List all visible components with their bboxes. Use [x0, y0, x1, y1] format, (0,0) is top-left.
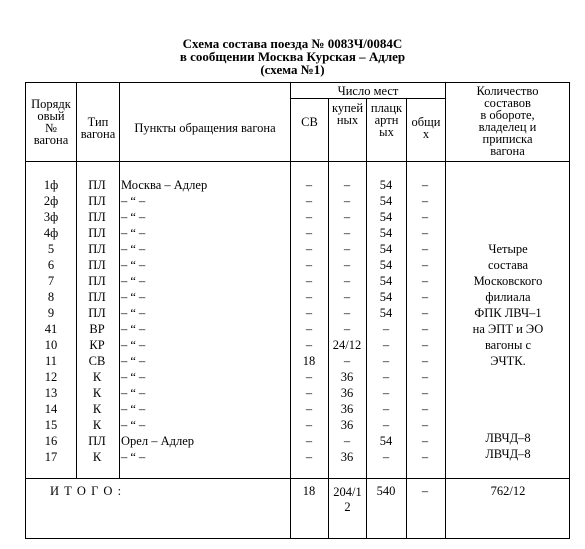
row-number: 6: [47, 258, 55, 272]
row-number: 11: [44, 354, 58, 368]
row-sv: –: [305, 386, 313, 400]
row-points: – “ –: [121, 322, 146, 336]
row-common: –: [421, 290, 429, 304]
row-number: 7: [47, 274, 55, 288]
total-common: –: [421, 484, 429, 498]
row-platskart: 54: [379, 178, 393, 192]
row-kupe: –: [343, 226, 351, 240]
row-platskart: –: [382, 386, 390, 400]
row-points: Москва – Адлер: [121, 178, 208, 192]
document-title-line2: в сообщении Москва Курская – Адлер: [179, 49, 406, 64]
row-kupe: –: [343, 322, 351, 336]
row-kupe: 24/12: [332, 338, 362, 352]
row-wagon-type: ПЛ: [88, 306, 106, 320]
header-seats-group: Число мест: [337, 84, 399, 98]
row-kupe: –: [343, 354, 351, 368]
row-points: – “ –: [121, 290, 146, 304]
row-number: 3ф: [43, 210, 59, 224]
row-number: 12: [44, 370, 58, 384]
row-platskart: –: [382, 402, 390, 416]
row-sv: –: [305, 370, 313, 384]
row-wagon-type: СВ: [88, 354, 106, 368]
row-wagon-type: КР: [89, 338, 105, 352]
row-points: – “ –: [121, 386, 146, 400]
row-common: –: [421, 338, 429, 352]
row-common: –: [421, 402, 429, 416]
row-platskart: 54: [379, 290, 393, 304]
row-number: 14: [44, 402, 58, 416]
row-kupe: –: [343, 242, 351, 256]
row-sv: –: [305, 226, 313, 240]
row-kupe: –: [343, 434, 351, 448]
row-points: – “ –: [121, 306, 146, 320]
row-wagon-type: К: [92, 450, 102, 464]
row-number: 4ф: [43, 226, 59, 240]
row-common: –: [421, 258, 429, 272]
row-kupe: –: [343, 258, 351, 272]
row-sv: –: [305, 418, 313, 432]
row-kupe: 36: [340, 402, 354, 416]
row-points: – “ –: [121, 418, 146, 432]
row-platskart: –: [382, 450, 390, 464]
row-wagon-type: К: [92, 402, 102, 416]
row-sv: –: [305, 338, 313, 352]
header-wagon-type: Тип вагона: [80, 115, 116, 141]
row-points: – “ –: [121, 274, 146, 288]
header-points: Пункты обращения вагона: [134, 121, 276, 135]
row-number: 1ф: [43, 178, 59, 192]
row-kupe: 36: [340, 386, 354, 400]
row-wagon-type: ПЛ: [88, 290, 106, 304]
row-sv: –: [305, 242, 313, 256]
header-kupe: купей ных: [331, 101, 364, 127]
row-common: –: [421, 354, 429, 368]
row-sv: –: [305, 290, 313, 304]
row-wagon-type: ПЛ: [88, 226, 106, 240]
total-platskart: 540: [376, 484, 396, 498]
row-wagon-type: ПЛ: [88, 210, 106, 224]
row-common: –: [421, 434, 429, 448]
row-points: Орел – Адлер: [121, 434, 194, 448]
row-sv: –: [305, 450, 313, 464]
row-platskart: 54: [379, 306, 393, 320]
row-wagon-type: ПЛ: [88, 434, 106, 448]
row-common: –: [421, 450, 429, 464]
row-points: – “ –: [121, 370, 146, 384]
row-kupe: –: [343, 290, 351, 304]
row-platskart: –: [382, 354, 390, 368]
row-sv: –: [305, 434, 313, 448]
row-platskart: 54: [379, 242, 393, 256]
row-kupe: 36: [340, 450, 354, 464]
row-points: – “ –: [121, 194, 146, 208]
row-number: 5: [47, 242, 55, 256]
row-platskart: –: [382, 370, 390, 384]
row-wagon-type: К: [92, 370, 102, 384]
owner-row-17: ЛВЧД–8: [485, 447, 531, 461]
row-points: – “ –: [121, 242, 146, 256]
row-platskart: 54: [379, 210, 393, 224]
row-sv: –: [305, 258, 313, 272]
row-common: –: [421, 418, 429, 432]
header-common: общи х: [411, 115, 441, 141]
header-order-number: Порядк овый № вагона: [31, 97, 71, 147]
header-platskart: плацк артн ых: [370, 101, 403, 139]
row-wagon-type: К: [92, 386, 102, 400]
row-sv: –: [305, 178, 313, 192]
row-number: 13: [44, 386, 58, 400]
row-common: –: [421, 322, 429, 336]
row-kupe: –: [343, 274, 351, 288]
row-kupe: –: [343, 194, 351, 208]
row-number: 16: [44, 434, 58, 448]
owner-note: Четыре состава Московского филиала ФПК ЛВЧ–1 на ЭПТ и ЭО вагоны с ЭЧТК.: [472, 242, 544, 368]
total-count: 762/12: [490, 484, 526, 498]
row-common: –: [421, 178, 429, 192]
row-points: – “ –: [121, 354, 146, 368]
row-points: – “ –: [121, 210, 146, 224]
row-sv: –: [305, 274, 313, 288]
row-points: – “ –: [121, 258, 146, 272]
row-common: –: [421, 306, 429, 320]
row-wagon-type: ПЛ: [88, 194, 106, 208]
row-platskart: 54: [379, 274, 393, 288]
header-sv: СВ: [301, 115, 318, 129]
row-sv: 18: [302, 354, 316, 368]
row-sv: –: [305, 210, 313, 224]
row-wagon-type: К: [92, 418, 102, 432]
row-wagon-type: ПЛ: [88, 274, 106, 288]
row-sv: –: [305, 194, 313, 208]
row-points: – “ –: [121, 402, 146, 416]
row-common: –: [421, 370, 429, 384]
row-kupe: 36: [340, 418, 354, 432]
row-kupe: –: [343, 178, 351, 192]
row-sv: –: [305, 306, 313, 320]
document-title-line3: (схема №1): [260, 62, 325, 77]
row-platskart: 54: [379, 434, 393, 448]
row-sv: –: [305, 322, 313, 336]
total-sv: 18: [302, 484, 316, 498]
total-kupe: 204/1 2: [333, 485, 362, 514]
row-number: 9: [47, 306, 55, 320]
row-number: 2ф: [43, 194, 59, 208]
total-label: И Т О Г О :: [50, 484, 123, 498]
row-platskart: –: [382, 322, 390, 336]
header-count: Количество составов в обороте, владелец и приписка вагона: [476, 84, 539, 158]
row-common: –: [421, 274, 429, 288]
row-wagon-type: ПЛ: [88, 178, 106, 192]
row-common: –: [421, 242, 429, 256]
row-platskart: 54: [379, 194, 393, 208]
row-kupe: 36: [340, 370, 354, 384]
row-common: –: [421, 194, 429, 208]
row-kupe: –: [343, 210, 351, 224]
row-number: 17: [44, 450, 58, 464]
row-platskart: –: [382, 338, 390, 352]
row-platskart: 54: [379, 226, 393, 240]
owner-row-16: ЛВЧД–8: [485, 431, 531, 445]
row-number: 41: [44, 322, 58, 336]
row-number: 10: [44, 338, 58, 352]
row-common: –: [421, 210, 429, 224]
row-points: – “ –: [121, 338, 146, 352]
row-wagon-type: ВР: [89, 322, 105, 336]
row-platskart: 54: [379, 258, 393, 272]
row-number: 15: [44, 418, 58, 432]
row-wagon-type: ПЛ: [88, 258, 106, 272]
row-wagon-type: ПЛ: [88, 242, 106, 256]
row-common: –: [421, 226, 429, 240]
row-sv: –: [305, 402, 313, 416]
row-number: 8: [47, 290, 55, 304]
row-common: –: [421, 386, 429, 400]
row-points: – “ –: [121, 450, 146, 464]
row-points: – “ –: [121, 226, 146, 240]
row-kupe: –: [343, 306, 351, 320]
row-platskart: –: [382, 418, 390, 432]
document-title-line1: Схема состава поезда № 0083Ч/0084С: [182, 36, 403, 51]
